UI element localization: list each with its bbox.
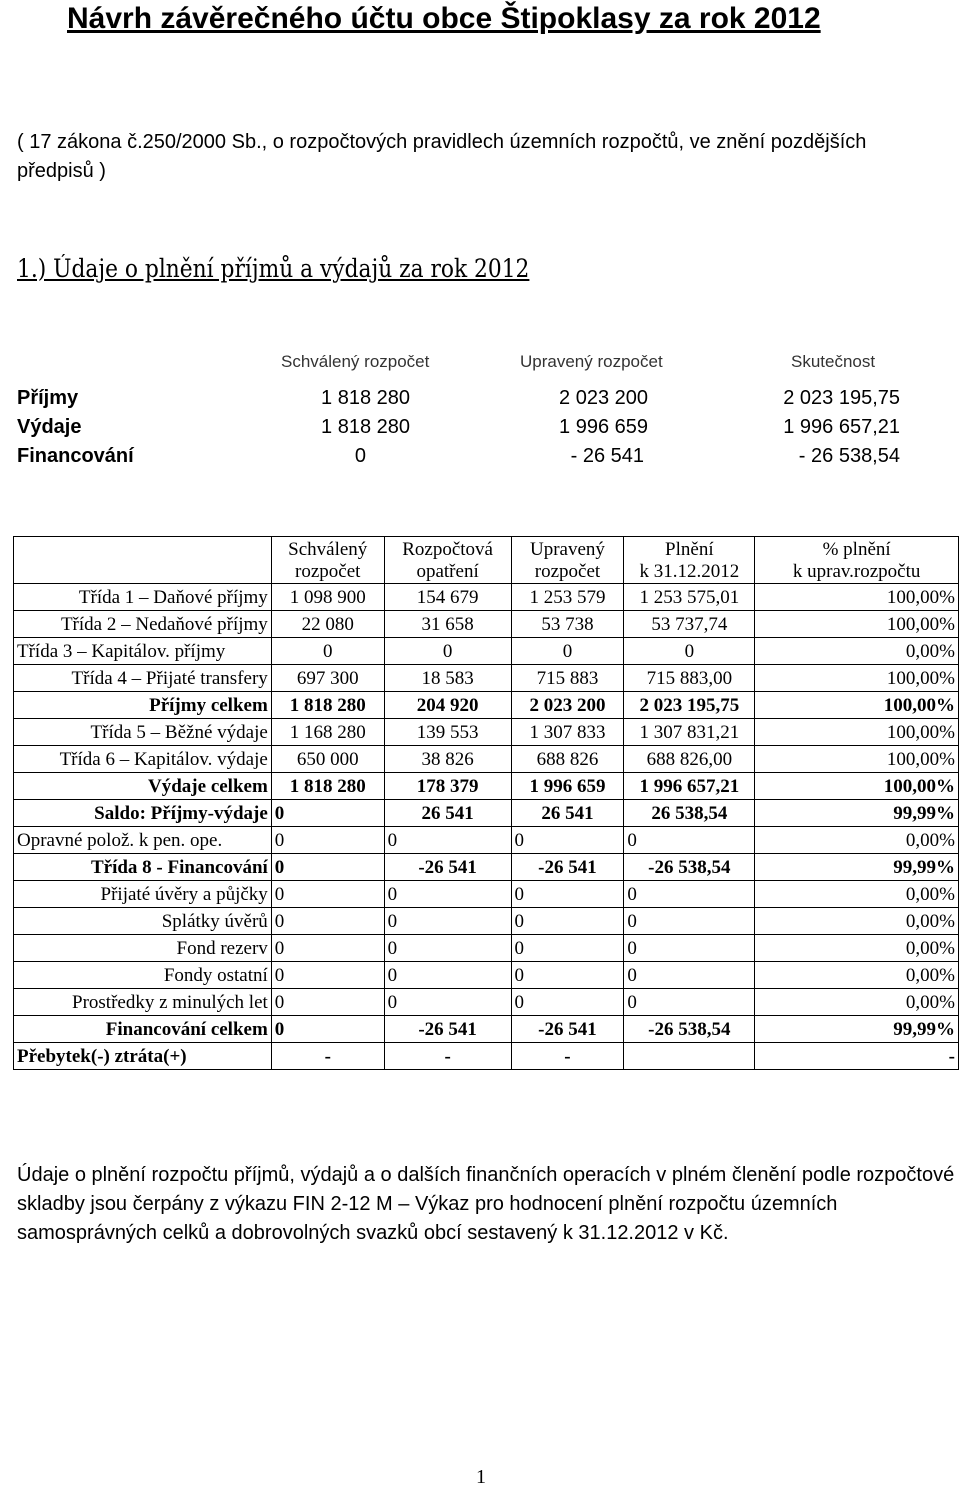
table-header-row — [14, 537, 959, 584]
measures-cell: 0 — [384, 881, 511, 908]
approved-cell: 0 — [271, 881, 384, 908]
adjusted-cell: 688 826 — [511, 746, 624, 773]
percent-cell: 0,00% — [755, 935, 959, 962]
measures-cell: 0 — [384, 962, 511, 989]
actual-cell: 2 023 195,75 — [624, 692, 755, 719]
approved-cell: 650 000 — [271, 746, 384, 773]
summary-expenses-actual: 1 996 657,21 — [783, 416, 900, 438]
approved-cell: 0 — [271, 1016, 384, 1043]
table-row — [14, 908, 959, 935]
summary-expenses-approved: 1 818 280 — [321, 416, 410, 438]
table-row — [14, 854, 959, 881]
measures-cell: 18 583 — [384, 665, 511, 692]
row-label: Splátky úvěrů — [14, 908, 272, 935]
percent-cell: 0,00% — [755, 908, 959, 935]
row-label: Třída 2 – Nedaňové příjmy — [14, 611, 272, 638]
budget-table — [13, 536, 959, 1070]
approved-cell: 1 168 280 — [271, 719, 384, 746]
measures-cell: 139 553 — [384, 719, 511, 746]
approved-cell: 0 — [271, 935, 384, 962]
measures-cell: 0 — [384, 908, 511, 935]
measures-cell: 38 826 — [384, 746, 511, 773]
table-row — [14, 800, 959, 827]
measures-cell: 0 — [384, 827, 511, 854]
measures-cell: 154 679 — [384, 584, 511, 611]
row-label: Fond rezerv — [14, 935, 272, 962]
measures-cell: 0 — [384, 638, 511, 665]
page-number: 1 — [476, 1466, 486, 1488]
adjusted-cell: 1 253 579 — [511, 584, 624, 611]
percent-cell: 100,00% — [755, 665, 959, 692]
percent-cell: 100,00% — [755, 773, 959, 800]
actual-cell: 715 883,00 — [624, 665, 755, 692]
adjusted-cell: 0 — [511, 908, 624, 935]
actual-cell: 0 — [624, 827, 755, 854]
adjusted-cell: 26 541 — [511, 800, 624, 827]
row-label: Prostředky z minulých let — [14, 989, 272, 1016]
summary-header-approved: Schválený rozpočet — [281, 352, 430, 371]
header-measures: Rozpočtová opatření — [384, 537, 511, 584]
actual-cell: 0 — [624, 638, 755, 665]
table-row — [14, 827, 959, 854]
approved-cell: 0 — [271, 989, 384, 1016]
row-label: Saldo: Příjmy-výdaje — [14, 800, 272, 827]
percent-cell: 99,99% — [755, 800, 959, 827]
adjusted-cell: 2 023 200 — [511, 692, 624, 719]
actual-cell: 53 737,74 — [624, 611, 755, 638]
percent-cell: 99,99% — [755, 854, 959, 881]
header-percent: % plnění k uprav.rozpočtu — [755, 537, 959, 584]
adjusted-cell: 0 — [511, 881, 624, 908]
table-row — [14, 1043, 959, 1070]
summary-header-adjusted: Upravený rozpočet — [520, 352, 663, 371]
approved-cell: 0 — [271, 800, 384, 827]
adjusted-cell: 1 996 659 — [511, 773, 624, 800]
approved-cell: 697 300 — [271, 665, 384, 692]
actual-cell: 0 — [624, 989, 755, 1016]
approved-cell: 1 098 900 — [271, 584, 384, 611]
percent-cell: 100,00% — [755, 746, 959, 773]
table-row — [14, 719, 959, 746]
table-row — [14, 962, 959, 989]
table-row — [14, 989, 959, 1016]
percent-cell: 100,00% — [755, 719, 959, 746]
actual-cell — [624, 1043, 755, 1070]
row-label: Přebytek(-) ztráta(+) — [14, 1043, 272, 1070]
table-row — [14, 638, 959, 665]
approved-cell: 0 — [271, 638, 384, 665]
row-label: Příjmy celkem — [14, 692, 272, 719]
header-approved: Schválený rozpočet — [271, 537, 384, 584]
approved-cell: 1 818 280 — [271, 692, 384, 719]
adjusted-cell: 1 307 833 — [511, 719, 624, 746]
table-row — [14, 692, 959, 719]
percent-cell: 99,99% — [755, 1016, 959, 1043]
header-actual: Plnění k 31.12.2012 — [624, 537, 755, 584]
approved-cell: 0 — [271, 827, 384, 854]
table-row — [14, 1016, 959, 1043]
summary-label-income: Příjmy — [17, 387, 79, 409]
measures-cell: -26 541 — [384, 1016, 511, 1043]
summary-expenses-adjusted: 1 996 659 — [559, 416, 648, 438]
percent-cell: 0,00% — [755, 962, 959, 989]
adjusted-cell: 0 — [511, 827, 624, 854]
table-row — [14, 584, 959, 611]
actual-cell: 1 996 657,21 — [624, 773, 755, 800]
actual-cell: 688 826,00 — [624, 746, 755, 773]
summary-income-actual: 2 023 195,75 — [783, 387, 900, 409]
table-row — [14, 665, 959, 692]
table-row — [14, 881, 959, 908]
measures-cell: 26 541 — [384, 800, 511, 827]
approved-cell: - — [271, 1043, 384, 1070]
header-label-cell — [14, 537, 272, 584]
adjusted-cell: 715 883 — [511, 665, 624, 692]
table-row — [14, 746, 959, 773]
row-label: Přijaté úvěry a půjčky — [14, 881, 272, 908]
measures-cell: 178 379 — [384, 773, 511, 800]
actual-cell: 0 — [624, 881, 755, 908]
measures-cell: 0 — [384, 989, 511, 1016]
summary-income-adjusted: 2 023 200 — [559, 387, 648, 409]
actual-cell: 26 538,54 — [624, 800, 755, 827]
measures-cell: 31 658 — [384, 611, 511, 638]
table-row — [14, 773, 959, 800]
actual-cell: 0 — [624, 962, 755, 989]
summary-financing-actual: - 26 538,54 — [798, 445, 900, 467]
percent-cell: 0,00% — [755, 881, 959, 908]
adjusted-cell: 0 — [511, 989, 624, 1016]
row-label: Třída 3 – Kapitálov. příjmy — [14, 638, 272, 665]
measures-cell: 204 920 — [384, 692, 511, 719]
header-adjusted: Upravený rozpočet — [511, 537, 624, 584]
actual-cell: 1 307 831,21 — [624, 719, 755, 746]
percent-cell: 100,00% — [755, 584, 959, 611]
summary-header-actual: Skutečnost — [791, 352, 876, 371]
percent-cell: 0,00% — [755, 827, 959, 854]
actual-cell: -26 538,54 — [624, 1016, 755, 1043]
row-label: Výdaje celkem — [14, 773, 272, 800]
adjusted-cell: -26 541 — [511, 1016, 624, 1043]
percent-cell: 0,00% — [755, 989, 959, 1016]
percent-cell: 0,00% — [755, 638, 959, 665]
summary-income-approved: 1 818 280 — [321, 387, 410, 409]
actual-cell: 0 — [624, 908, 755, 935]
summary-label-financing: Financování — [17, 445, 134, 467]
measures-cell: 0 — [384, 935, 511, 962]
adjusted-cell: -26 541 — [511, 854, 624, 881]
intro-text: ( 17 zákona č.250/2000 Sb., o rozpočtových pravidlech územních rozpočtů, ve znění pozdějších předpisů ) — [17, 131, 867, 182]
percent-cell: 100,00% — [755, 692, 959, 719]
actual-cell: -26 538,54 — [624, 854, 755, 881]
adjusted-cell: 53 738 — [511, 611, 624, 638]
summary-financing-adjusted: - 26 541 — [570, 445, 644, 467]
summary-financing-approved: 0 — [354, 445, 366, 467]
adjusted-cell: 0 — [511, 935, 624, 962]
measures-cell: - — [384, 1043, 511, 1070]
approved-cell: 0 — [271, 962, 384, 989]
adjusted-cell: - — [511, 1043, 624, 1070]
page-title: Návrh závěrečného účtu obce Štipoklasy za rok 2012 — [67, 2, 821, 35]
table-row — [14, 611, 959, 638]
percent-cell: 100,00% — [755, 611, 959, 638]
approved-cell: 0 — [271, 908, 384, 935]
row-label: Financování celkem — [14, 1016, 272, 1043]
percent-cell: - — [755, 1043, 959, 1070]
actual-cell: 1 253 575,01 — [624, 584, 755, 611]
approved-cell: 22 080 — [271, 611, 384, 638]
measures-cell: -26 541 — [384, 854, 511, 881]
footer-note: Údaje o plnění rozpočtu příjmů, výdajů a o dalších finančních operacích v plném členění podle rozpočtové skladby jsou čerpány z výkazu FIN 2-12 M – Výkaz pro hodnocení plnění rozpočtu územních samosprávných celků a dobrovolných svazků obcí sestavený k 31.12.2012 v Kč. — [17, 1164, 955, 1244]
row-label: Třída 5 – Běžné výdaje — [14, 719, 272, 746]
row-label: Třída 1 – Daňové příjmy — [14, 584, 272, 611]
approved-cell: 1 818 280 — [271, 773, 384, 800]
actual-cell: 0 — [624, 935, 755, 962]
adjusted-cell: 0 — [511, 638, 624, 665]
row-label: Třída 8 - Financování — [14, 854, 272, 881]
table-row — [14, 935, 959, 962]
row-label: Fondy ostatní — [14, 962, 272, 989]
row-label: Třída 6 – Kapitálov. výdaje — [14, 746, 272, 773]
summary-label-expenses: Výdaje — [17, 416, 82, 438]
approved-cell: 0 — [271, 854, 384, 881]
section-heading: 1.) Údaje o plnění příjmů a výdajů za rok 2012 — [17, 254, 530, 283]
row-label: Opravné polož. k pen. ope. — [14, 827, 272, 854]
row-label: Třída 4 – Přijaté transfery — [14, 665, 272, 692]
adjusted-cell: 0 — [511, 962, 624, 989]
